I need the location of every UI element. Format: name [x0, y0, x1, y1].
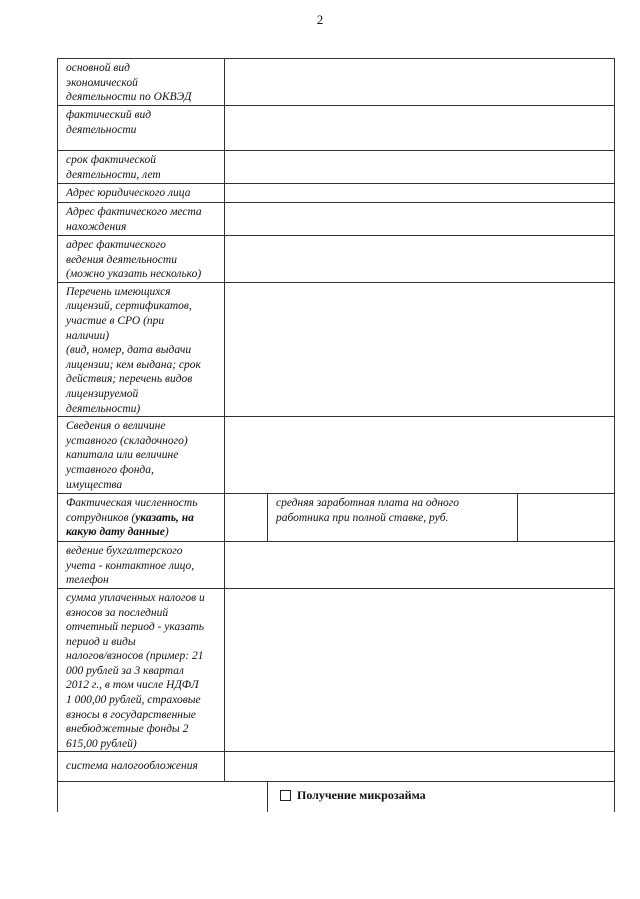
- label-actual-location: Адрес фактического места нахождения: [58, 203, 225, 236]
- microloan-label: Получение микрозайма: [297, 788, 426, 803]
- microloan-right-cell: [268, 782, 615, 812]
- row-actual-location: [58, 203, 615, 236]
- label-taxes: сумма уплаченных налогов и взносов за последний отчетный период - указать период и виды налогов/взносов (пример: 21 000 рублей за 3 квартал 2012 г., в том числе НДФЛ 1 000,00 рублей, страховые взносы в государственные внебюджетные фонды 2 615,00 рублей): [58, 588, 225, 752]
- row-okved: [58, 59, 615, 106]
- value-tax-system[interactable]: [225, 752, 615, 782]
- value-legal-address[interactable]: [225, 184, 615, 203]
- row-accounting: [58, 542, 615, 589]
- label-okved: основной вид экономической деятельности по ОКВЭД: [58, 59, 225, 106]
- label-capital: Сведения о величине уставного (складочного) капитала или величине уставного фонда, имущества: [58, 417, 225, 494]
- value-capital[interactable]: [225, 417, 615, 494]
- applicant-info-table: [57, 58, 615, 812]
- checkbox-icon[interactable]: [280, 790, 291, 801]
- value-actual-location[interactable]: [225, 203, 615, 236]
- label-tax-system: система налогообложения: [58, 752, 225, 782]
- value-okved[interactable]: [225, 59, 615, 106]
- row-legal-address: [58, 184, 615, 203]
- row-licenses: [58, 282, 615, 416]
- label-legal-address: Адрес юридического лица: [58, 184, 225, 203]
- value-activity-term[interactable]: [225, 151, 615, 184]
- row-activity-term: [58, 151, 615, 184]
- value-licenses[interactable]: [225, 282, 615, 416]
- value-actual-activity[interactable]: [225, 106, 615, 151]
- label-activity-term: срок фактической деятельности, лет: [58, 151, 225, 184]
- microloan-option[interactable]: [276, 788, 614, 803]
- label-activity-address: адрес фактического ведения деятельности (можно указать несколько): [58, 236, 225, 283]
- label-accounting: ведение бухгалтерского учета - контактное лицо, телефон: [58, 542, 225, 589]
- row-taxes: [58, 588, 615, 752]
- microloan-left-cell: [58, 782, 268, 812]
- value-salary[interactable]: [518, 494, 615, 542]
- row-activity-address: [58, 236, 615, 283]
- value-activity-address[interactable]: [225, 236, 615, 283]
- value-accounting[interactable]: [225, 542, 615, 589]
- label-staff: Фактическая численность сотрудников (указать, на какую дату данные): [58, 494, 225, 542]
- value-staff[interactable]: [225, 494, 268, 542]
- row-microloan: [58, 782, 615, 812]
- page-number: 2: [316, 12, 324, 27]
- row-capital: [58, 417, 615, 494]
- row-staff: [58, 494, 615, 542]
- label-actual-activity: фактический вид деятельности: [58, 106, 225, 151]
- label-salary: средняя заработная плата на одного работника при полной ставке, руб.: [268, 494, 518, 542]
- row-actual-activity: [58, 106, 615, 151]
- row-tax-system: [58, 752, 615, 782]
- value-taxes[interactable]: [225, 588, 615, 752]
- label-licenses: Перечень имеющихся лицензий, сертификатов, участие в СРО (при наличии) (вид, номер, дата выдачи лицензии; кем выдана; срок действия; перечень видов лицензируемой деятельности): [58, 282, 225, 416]
